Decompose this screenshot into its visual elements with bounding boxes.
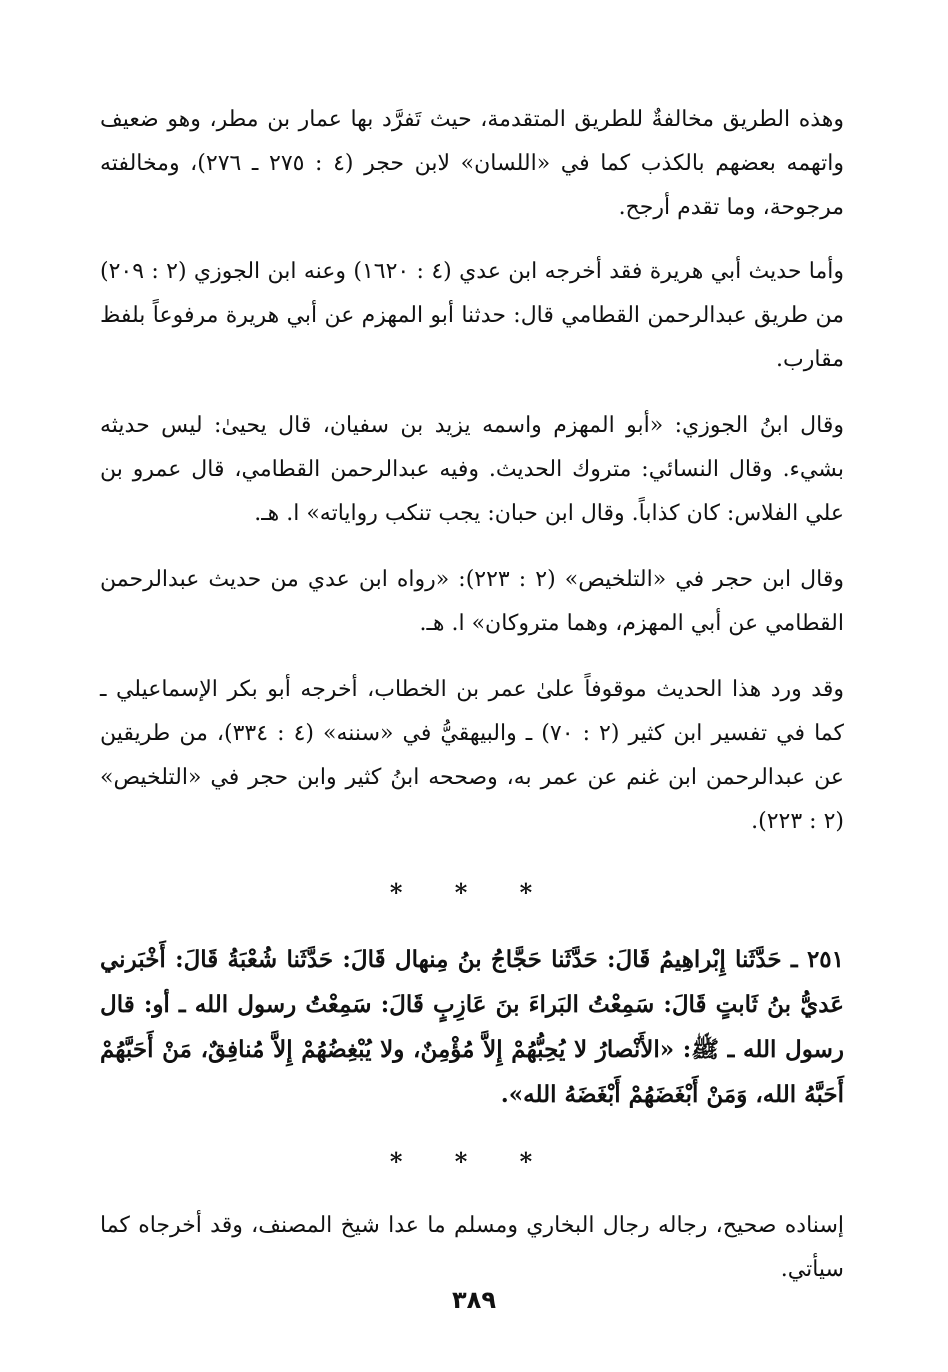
hadith-251: ٢٥١ ـ حَدَّثَنا إِبْراهِيمُ قَالَ: حَدَّثَنا حَجَّاجُ بنُ مِنهال قَالَ: حَدَّثَنا شُعْبَةُ قَالَ: أَخْبَرني عَديُّ بنُ ثَابتٍ قَالَ: سَمِعْتُ البَراءَ بنَ عَازِبٍ قَالَ: سَمِعْتُ رسول الله ـ أو: قال رسول الله ـ ﷺ: «الأَنْصارُ لا يُحِبُّهُمْ إِلاَّ مُؤْمِنٌ، ولا يُبْغِضُهُمْ إِلاَّ مُنافِقٌ، مَنْ أَحَبَّهُمْ أَحَبَّهُ الله، وَمَنْ أَبْغَضَهُمْ أَبْغَضَهُ الله».: [100, 946, 844, 1108]
page-number: ٣٨٩: [452, 1286, 496, 1314]
section-separator: * * *: [389, 878, 555, 907]
page-body: [100, 98, 844, 1314]
section-separator: * * *: [389, 1147, 555, 1176]
paragraph-ibn-al-jawzi: وقال ابنُ الجوزي: «أبو المهزم واسمه يزيد بن سفيان، قال يحيىٰ: ليس حديثه بشيء. وقال النسائي: متروك الحديث. وفيه عبدالرحمن القطامي، قال عمرو بن علي الفلاس: كان كذاباً. وقال ابن حبان: يجب تنكب رواياته» ا. هـ.: [100, 413, 844, 526]
paragraph-abu-hurayra: وأما حديث أبي هريرة فقد أخرجه ابن عدي (٤ : ١٦٢٠) وعنه ابن الجوزي (٢ : ٢٠٩) من طريق عبدالرحمن القطامي قال: حدثنا أبو المهزم عن أبي هريرة مرفوعاً بلفظ مقارب.: [100, 259, 845, 372]
paragraph-ibn-hajar: وقال ابن حجر في «التلخيص» (٢ : ٢٢٣): «رواه ابن عدي من حديث عبدالرحمن القطامي عن أبي المهزم، وهما متروكان» ا. هـ.: [100, 567, 844, 636]
paragraph-mawquf-umar: وقد ورد هذا الحديث موقوفاً علىٰ عمر بن الخطاب، أخرجه أبو بكر الإسماعيلي ـ كما في تفسير ابن كثير (٢ : ٧٠) ـ والبيهقيُّ في «سننه» (٤ : ٣٣٤)، من طريقين عن عبدالرحمن ابن غنم عن عمر به، وصححه ابنُ كثير وابن حجر في «التلخيص» (٢ : ٢٢٣).: [100, 677, 844, 834]
paragraph-tariq-mukhalifa: وهذه الطريق مخالفةٌ للطريق المتقدمة، حيث تَفرَّد بها عمار بن مطر، وهو ضعيف واتهمه بعضهم بالكذب كما في «اللسان» لابن حجر (٤ : ٢٧٥ ـ ٢٧٦)، ومخالفته مرجوحة، وما تقدم أرجح.: [100, 107, 844, 220]
paragraph-isnad-commentary: إسناده صحيح، رجاله رجال البخاري ومسلم ما عدا شيخ المصنف، وقد أخرجاه كما سيأتي.: [100, 1213, 844, 1282]
